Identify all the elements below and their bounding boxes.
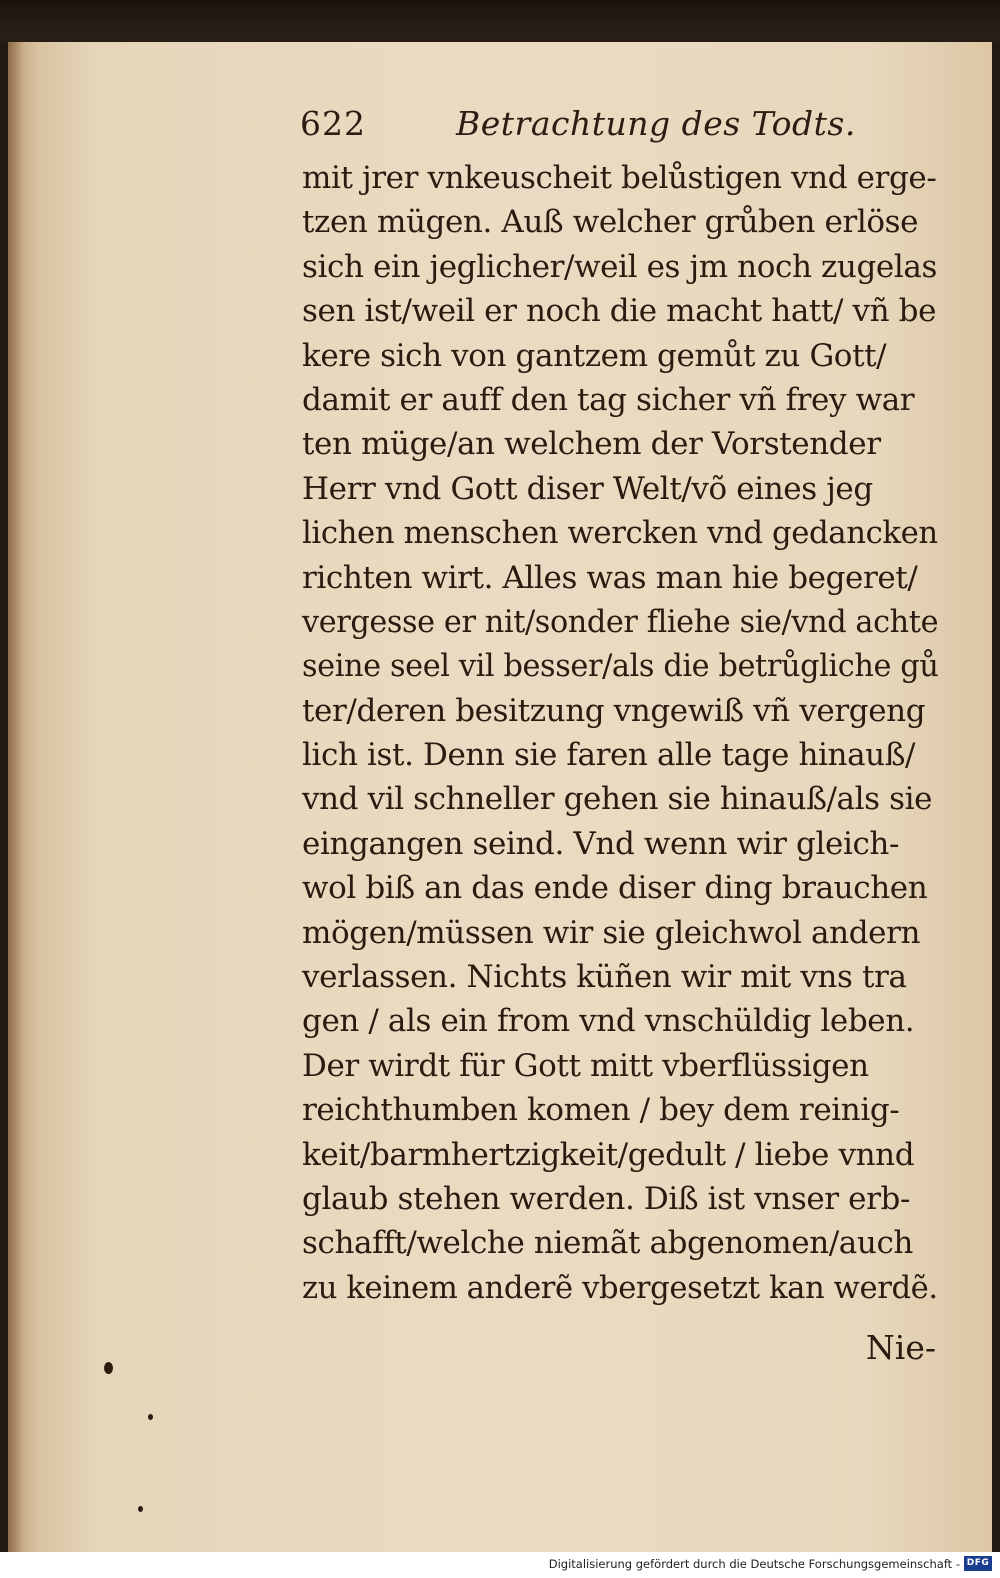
- text-line: vergesse er nit/sonder fliehe sie/vnd achte: [302, 603, 939, 640]
- text-line: richten wirt. Alles was man hie begeret/: [302, 559, 918, 596]
- text-line: vnd vil schneller gehen sie hinauß/als sie: [302, 781, 933, 818]
- binding-shadow: [0, 0, 1000, 48]
- text-line: damit er auff den tag sicher vñ frey war: [302, 381, 915, 418]
- running-head: [300, 104, 950, 154]
- text-line: Herr vnd Gott diser Welt/võ eines jeg: [302, 470, 873, 507]
- text-line: ter/deren besitzung vngewiß vñ vergeng: [302, 692, 926, 729]
- text-line: sich ein jeglicher/weil es jm noch zugelas: [302, 248, 937, 285]
- running-head-title: Betrachtung des Todts.: [456, 104, 856, 143]
- ink-speck: [104, 1362, 113, 1374]
- text-line: glaub stehen werden. Diß ist vnser erb-: [302, 1180, 911, 1217]
- ink-speck: [148, 1414, 153, 1420]
- text-line: ten müge/an welchem der Vorstender: [302, 426, 881, 463]
- text-line: reichthumben komen / bey dem reinig-: [302, 1092, 900, 1129]
- page-number: 622: [300, 104, 366, 143]
- dfg-logo: DFG: [964, 1556, 992, 1571]
- text-line: tzen mügen. Auß welcher grůben erlöse: [302, 204, 919, 241]
- page-gutter: [8, 42, 22, 1552]
- text-line: sen ist/weil er noch die macht hatt/ vñ be: [302, 293, 937, 330]
- text-line: mögen/müssen wir sie gleichwol andern: [302, 914, 921, 951]
- catchword: Nie-: [865, 1328, 936, 1367]
- text-line: mit jrer vnkeuscheit belůstigen vnd erge-: [302, 160, 937, 196]
- text-line: seine seel vil besser/als die betrůgliche gů: [302, 648, 939, 685]
- funding-credit: Digitalisierung gefördert durch die Deutsche Forschungsgemeinschaft -: [548, 1557, 960, 1571]
- text-line: kere sich von gantzem gemůt zu Gott/: [302, 337, 887, 374]
- text-line: gen / als ein from vnd vnschüldig leben.: [302, 1003, 915, 1040]
- footer-bar: [0, 1552, 1000, 1578]
- text-line: Der wirdt für Gott mitt vberflüssigen: [302, 1047, 869, 1084]
- text-line: schafft/welche niemãt abgenomen/auch: [302, 1225, 913, 1262]
- text-line: lich ist. Denn sie faren alle tage hinauß/: [302, 737, 916, 774]
- text-line: keit/barmhertzigkeit/gedult / liebe vnnd: [302, 1136, 915, 1173]
- text-line: wol biß an das ende diser ding brauchen: [302, 870, 928, 907]
- ink-speck: [138, 1506, 143, 1512]
- text-line: zu keinem anderẽ vbergesetzt kan werdẽ.: [302, 1269, 938, 1306]
- text-line: verlassen. Nichts küñen wir mit vns tra: [302, 959, 907, 996]
- body-text: [302, 156, 938, 1310]
- text-line: eingangen seind. Vnd wenn wir gleich-: [302, 825, 900, 862]
- text-line: lichen menschen wercken vnd gedancken: [302, 515, 938, 552]
